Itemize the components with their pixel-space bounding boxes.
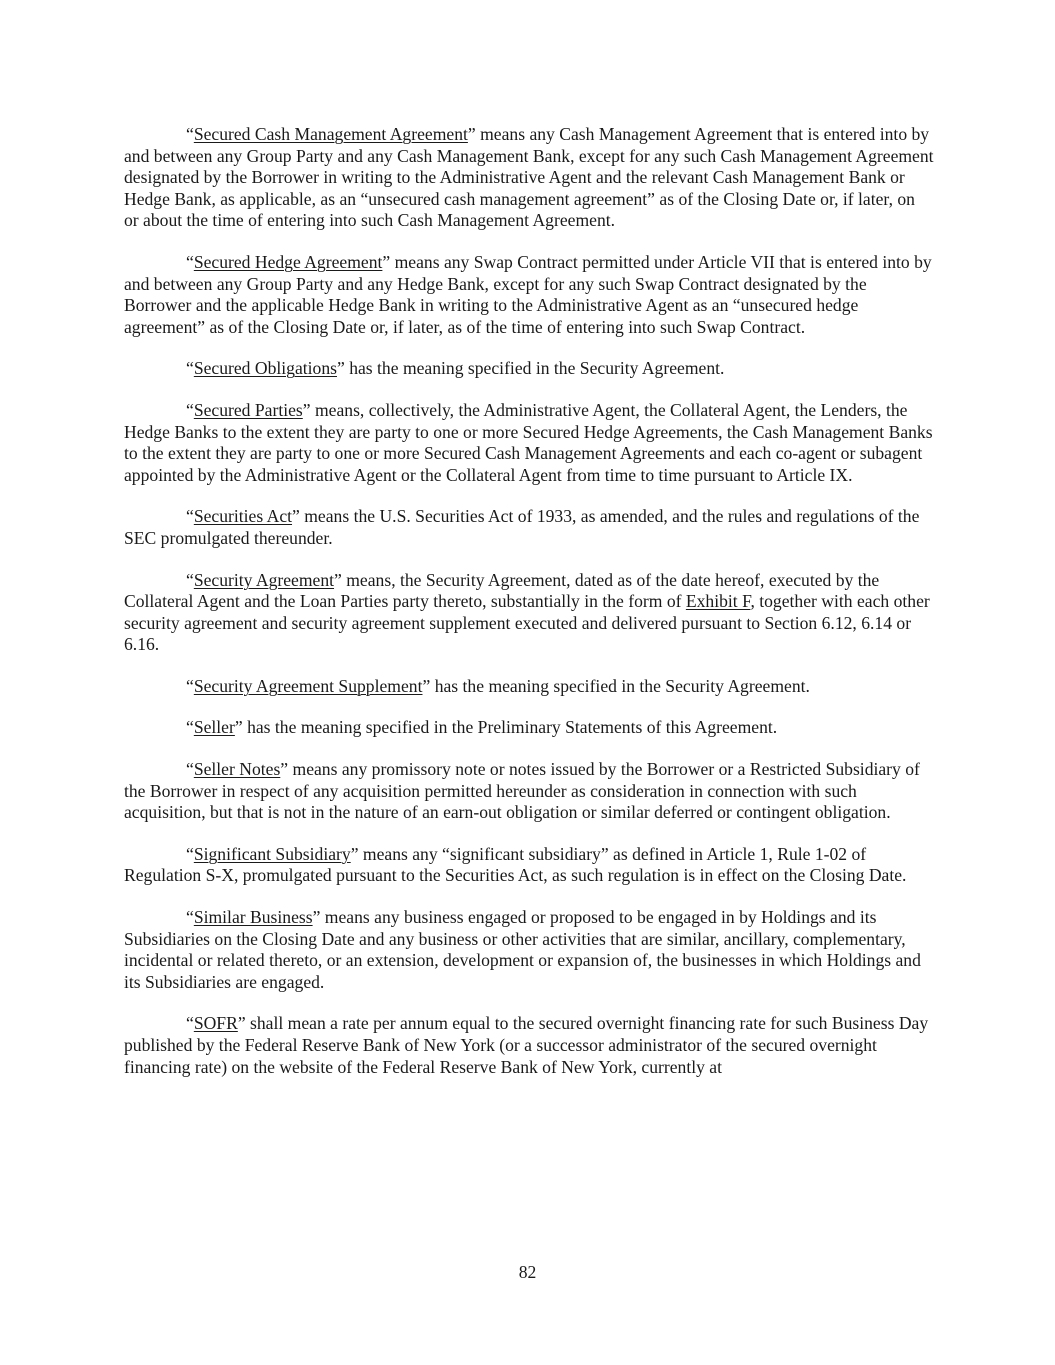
definition-text: means any Swap Contract permitted under Article VII that is entered into by and between any Group Party and any Hedge Bank, except for any such Swap Contract designated by the Borrower and the applicable Hedge Bank in writing to the Administrative Agent as an “unsecured hedge agreement” as of the Closing Date or, if later, as of the time of entering into such Swap Contract. (124, 251, 932, 337)
definition-seller: “Seller” has the meaning specified in the Preliminary Statements of this Agreement. (186, 717, 778, 738)
document-body (124, 124, 934, 1098)
defined-term: Significant Subsidiary (193, 843, 351, 864)
definition-text: shall mean a rate per annum equal to the secured overnight financing rate for such Business Day published by the Federal Reserve Bank of New York (or a successor administrator of the secured overnight financing rate) on the website of the Federal Reserve Bank of New York, currently at (124, 1013, 929, 1077)
definition-significant-subsidiary: “Significant Subsidiary” means any “significant subsidiary” as defined in Article 1, Rule 1-02 of Regulation S-X, promulgated pursuant to the Securities Act, as such regulation is in effect on the Closing Date. (124, 843, 907, 886)
defined-term: Secured Cash Management Agreement (193, 124, 468, 144)
exhibit-reference: Exhibit F (685, 591, 751, 612)
definition-text: has the meaning specified in the Preliminary Statements of this Agreement. (242, 717, 778, 738)
definition-security-agreement: “Security Agreement” means, the Security Agreement, dated as of the date hereof, executed by the Collateral Agent and the Loan Parties party thereto, substantially in the form of Exhibit F, together with each other security agreement and security agreement supplement executed and delivered pursuant to Section 6.12, 6.14 or 6.16. (124, 569, 930, 655)
definition-text: means any “significant subsidiary” as defined in Article 1, Rule 1-02 of Regulation S-X, promulgated pursuant to the Securities Act, as such regulation is in effect on the Closing Date. (124, 843, 907, 886)
definition-sofr: “SOFR” shall mean a rate per annum equal to the secured overnight financing rate for such Business Day published by the Federal Reserve Bank of New York (or a successor administrator of the secured overnight financing rate) on the website of the Federal Reserve Bank of New York, currently at (124, 1013, 929, 1077)
definition-securities-act: “Securities Act” means the U.S. Securities Act of 1933, as amended, and the rules and regulations of the SEC promulgated thereunder. (124, 506, 920, 548)
defined-term: SOFR (193, 1013, 238, 1034)
definition-text: means the U.S. Securities Act of 1933, as amended, and the rules and regulations of the SEC promulgated thereunder. (124, 506, 920, 548)
definition-text: means any business engaged or proposed to be engaged in by Holdings and its Subsidiaries on the Closing Date and any business or other activities that are similar, ancillary, complementary, incidental or related thereto, or an extension, development or expansion of, the businesses in which Holdings and its Subsidiaries are engaged. (124, 907, 921, 992)
definition-text: means any promissory note or notes issued by the Borrower or a Restricted Subsidiary of the Borrower in respect of any acquisition permitted hereunder as consideration in connection with such acquisition, but that is not in the nature of an earn-out obligation or similar deferred or contingent obligation. (124, 759, 920, 823)
defined-term: Securities Act (193, 506, 293, 527)
defined-term: Security Agreement (193, 569, 335, 590)
defined-term: Seller (193, 717, 235, 738)
defined-term: Similar Business (193, 907, 313, 928)
definition-text: means any Cash Management Agreement that is entered into by and between any Group Party and any Cash Management Bank, except for any such Cash Management Agreement designated by the Borrower in writing to the Administrative Agent and the relevant Cash Management Bank or Hedge Bank, as applicable, as an “unsecured cash management agreement” as of the Closing Date or, if later, on or about the time of entering into such Cash Management Agreement. (124, 124, 934, 231)
definition-similar-business: “Similar Business” means any business engaged or proposed to be engaged in by Holdings and its Subsidiaries on the Closing Date and any business or other activities that are similar, ancillary, complementary, incidental or related thereto, or an extension, development or expansion of, the businesses in which Holdings and its Subsidiaries are engaged. (124, 907, 921, 992)
definition-text: means, the Security Agreement, dated as of the date hereof, executed by the Collateral Agent and the Loan Parties party thereto, substantially in the form of (124, 569, 880, 612)
definition-secured-obligations: “Secured Obligations” has the meaning specified in the Security Agreement. (186, 358, 725, 379)
definition-security-agreement-supplement: “Security Agreement Supplement” has the meaning specified in the Security Agreement. (186, 675, 810, 696)
defined-term: Seller Notes (193, 759, 281, 780)
page-number: 82 (518, 1262, 537, 1282)
definition-text-continued: , together with each other security agreement and security agreement supplement executed and delivered pursuant to Section 6.12, 6.14 or 6.16. (124, 591, 930, 655)
definition-secured-parties: “Secured Parties” means, collectively, the Administrative Agent, the Collateral Agent, the Lenders, the Hedge Banks to the extent they are party to one or more Secured Hedge Agreements, the Cash Management Banks to the extent they are party to one or more Secured Cash Management Agreements and each co-agent or subagent appointed by the Administrative Agent or the Collateral Agent from time to time pursuant to Article IX. (124, 399, 933, 485)
defined-term: Secured Obligations (193, 358, 337, 379)
defined-term: Secured Hedge Agreement (193, 251, 383, 272)
definition-text: means, collectively, the Administrative Agent, the Collateral Agent, the Lenders, the Hedge Banks to the extent they are party to one or more Secured Hedge Agreements, the Cash Management Banks to the extent they are party to one or more Secured Cash Management Agreements and each co-agent or subagent appointed by the Administrative Agent or the Collateral Agent from time to time pursuant to Article IX. (124, 399, 933, 485)
definition-text: has the meaning specified in the Security Agreement. (430, 675, 810, 696)
definition-secured-hedge-agreement: “Secured Hedge Agreement” means any Swap Contract permitted under Article VII that is entered into by and between any Group Party and any Hedge Bank, except for any such Swap Contract designated by the Borrower and the applicable Hedge Bank in writing to the Administrative Agent as an “unsecured hedge agreement” as of the Closing Date or, if later, as of the time of entering into such Swap Contract. (124, 251, 932, 337)
definition-text: has the meaning specified in the Security Agreement. (344, 358, 725, 379)
definition-secured-cash-management-agreement: “Secured Cash Management Agreement” means any Cash Management Agreement that is entered into by and between any Group Party and any Cash Management Bank, except for any such Cash Management Agreement designated by the Borrower in writing to the Administrative Agent and the relevant Cash Management Bank or Hedge Bank, as applicable, as an “unsecured cash management agreement” as of the Closing Date or, if later, on or about the time of entering into such Cash Management Agreement. (124, 124, 934, 231)
defined-term: Secured Parties (193, 399, 303, 420)
defined-term: Security Agreement Supplement (193, 675, 423, 696)
definition-seller-notes: “Seller Notes” means any promissory note or notes issued by the Borrower or a Restricted Subsidiary of the Borrower in respect of any acquisition permitted hereunder as consideration in connection with such acquisition, but that is not in the nature of an earn-out obligation or similar deferred or contingent obligation. (124, 759, 920, 823)
